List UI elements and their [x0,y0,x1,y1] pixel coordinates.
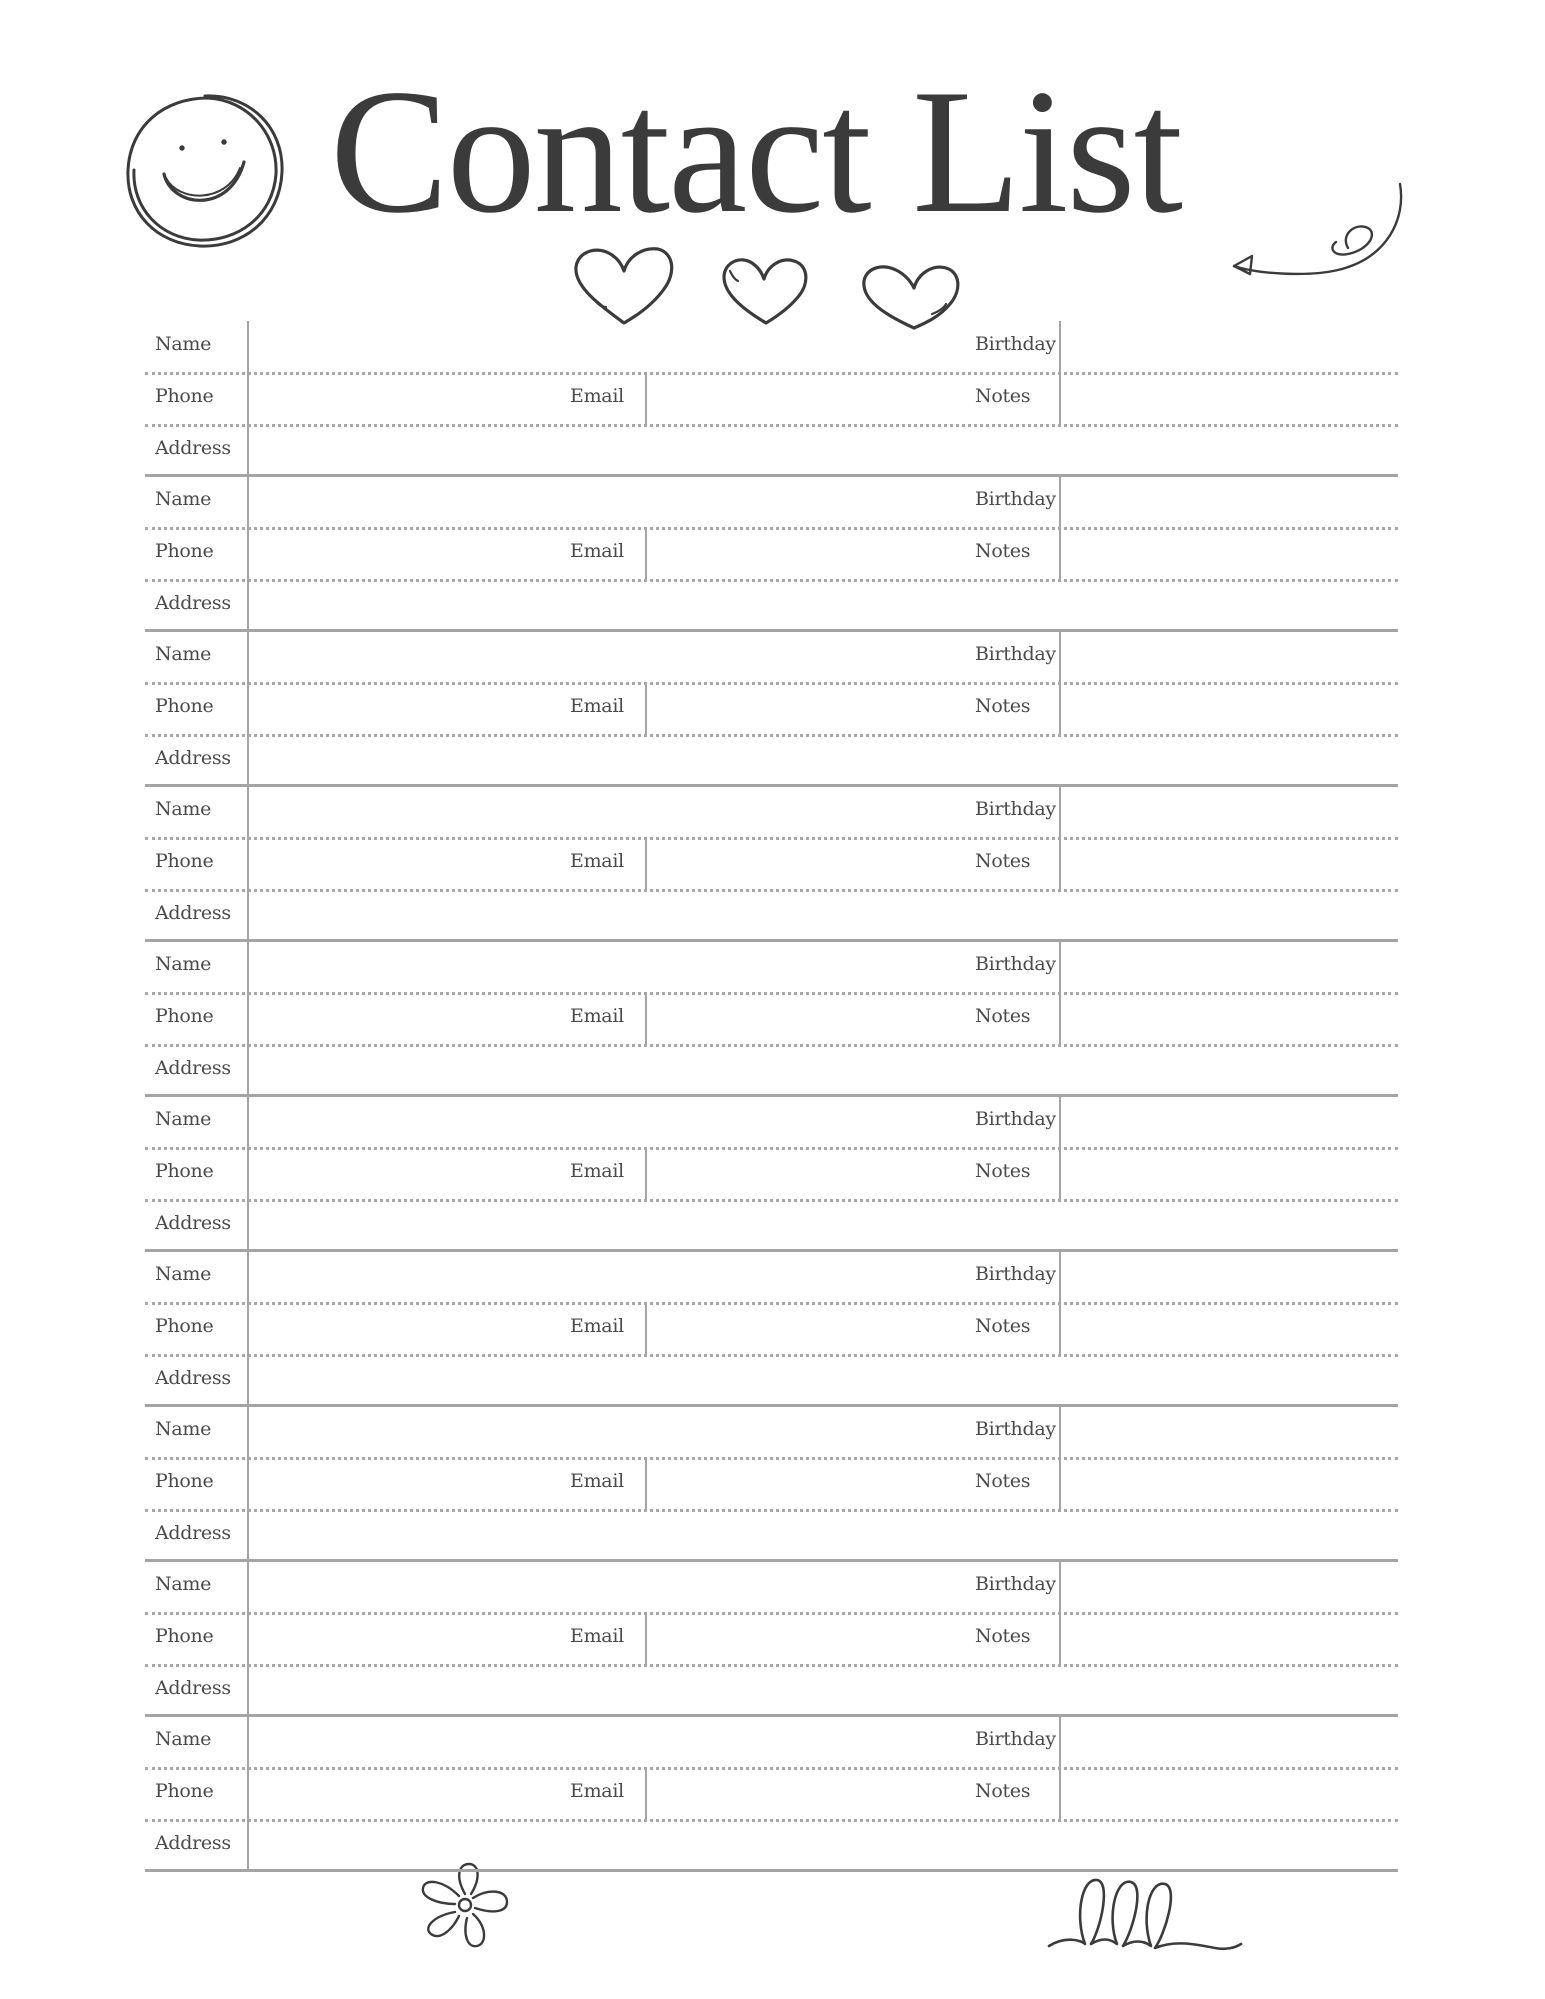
address-row [145,1355,1398,1405]
address-label: Address [155,902,231,924]
birthday-notes-divider [1059,1406,1061,1510]
birthday-notes-divider [1059,1251,1061,1355]
email-field[interactable] [648,373,958,424]
notes-label: Notes [975,1780,1031,1802]
arrow-icon [1228,178,1408,290]
name-birthday-row [145,786,1398,840]
name-birthday-row [145,1096,1398,1150]
name-birthday-row [145,1406,1398,1460]
notes-field[interactable] [1061,1148,1398,1199]
phone-label: Phone [155,540,214,562]
notes-field[interactable] [1061,1768,1398,1819]
contact-entry [145,476,1398,631]
birthday-label: Birthday [975,798,1056,820]
contact-entry [145,321,1398,476]
email-divider [645,1613,647,1665]
name-label: Name [155,953,212,975]
address-row [145,1820,1398,1870]
email-divider [645,993,647,1045]
phone-field[interactable] [249,1303,549,1354]
phone-label: Phone [155,1625,214,1647]
name-field[interactable] [249,941,1059,992]
address-field[interactable] [249,1820,1398,1870]
address-label: Address [155,1832,231,1854]
label-divider [247,476,249,629]
birthday-label: Birthday [975,1108,1056,1130]
email-divider [645,1148,647,1200]
phone-label: Phone [155,1005,214,1027]
label-divider [247,941,249,1094]
email-label: Email [570,1625,624,1647]
address-label: Address [155,437,231,459]
contact-entry [145,1716,1398,1871]
label-divider [247,1561,249,1714]
address-label: Address [155,592,231,614]
name-label: Name [155,1573,212,1595]
birthday-notes-divider [1059,476,1061,580]
birthday-label: Birthday [975,643,1056,665]
email-label: Email [570,1005,624,1027]
phone-field[interactable] [249,838,549,889]
name-label: Name [155,643,212,665]
address-field[interactable] [249,1665,1398,1715]
name-field[interactable] [249,1716,1059,1767]
flower-icon [415,1860,515,1952]
notes-label: Notes [975,1005,1031,1027]
email-label: Email [570,1160,624,1182]
address-label: Address [155,1367,231,1389]
address-label: Address [155,1522,231,1544]
phone-label: Phone [155,1780,214,1802]
name-field[interactable] [249,1406,1059,1457]
birthday-label: Birthday [975,1263,1056,1285]
email-field[interactable] [648,993,958,1044]
notes-label: Notes [975,1315,1031,1337]
birthday-field[interactable] [1061,476,1398,527]
name-label: Name [155,1728,212,1750]
phone-label: Phone [155,850,214,872]
name-birthday-row [145,941,1398,995]
birthday-field[interactable] [1061,1406,1398,1457]
email-field[interactable] [648,1458,958,1509]
address-row [145,1665,1398,1715]
birthday-notes-divider [1059,321,1061,425]
email-divider [645,1768,647,1820]
address-field[interactable] [249,425,1398,475]
address-field[interactable] [249,735,1398,785]
email-label: Email [570,1780,624,1802]
email-field[interactable] [648,838,958,889]
label-divider [247,786,249,939]
address-field[interactable] [249,890,1398,940]
label-divider [247,1251,249,1404]
contact-entry [145,1251,1398,1406]
name-birthday-row [145,1251,1398,1305]
notes-field[interactable] [1061,683,1398,734]
birthday-notes-divider [1059,631,1061,735]
phone-email-notes-row [145,1613,1398,1667]
contact-entry [145,1406,1398,1561]
email-field[interactable] [648,1148,958,1199]
loops-icon [1045,1868,1245,1954]
address-label: Address [155,1057,231,1079]
address-field[interactable] [249,1355,1398,1405]
birthday-field[interactable] [1061,321,1398,372]
label-divider [247,1096,249,1249]
notes-label: Notes [975,540,1031,562]
notes-field[interactable] [1061,1303,1398,1354]
email-divider [645,1303,647,1355]
birthday-label: Birthday [975,333,1056,355]
phone-email-notes-row [145,838,1398,892]
label-divider [247,1716,249,1869]
birthday-field[interactable] [1061,786,1398,837]
name-field[interactable] [249,321,1059,372]
page-title: Contact List [330,52,1182,250]
contact-entry [145,786,1398,941]
email-field[interactable] [648,1303,958,1354]
phone-label: Phone [155,1160,214,1182]
phone-label: Phone [155,385,214,407]
birthday-field[interactable] [1061,1096,1398,1147]
contact-entry [145,1096,1398,1251]
address-label: Address [155,747,231,769]
phone-field[interactable] [249,528,549,579]
address-row [145,580,1398,630]
notes-label: Notes [975,1160,1031,1182]
phone-email-notes-row [145,993,1398,1047]
notes-label: Notes [975,850,1031,872]
phone-label: Phone [155,1470,214,1492]
email-field[interactable] [648,1768,958,1819]
name-birthday-row [145,631,1398,685]
address-label: Address [155,1212,231,1234]
address-row [145,425,1398,475]
phone-email-notes-row [145,373,1398,427]
email-label: Email [570,695,624,717]
name-birthday-row [145,476,1398,530]
email-divider [645,373,647,425]
notes-field[interactable] [1061,1613,1398,1664]
birthday-field[interactable] [1061,1251,1398,1302]
address-row [145,1200,1398,1250]
contact-entry [145,631,1398,786]
contact-form [145,321,1398,1871]
phone-email-notes-row [145,1458,1398,1512]
email-field[interactable] [648,1613,958,1664]
email-divider [645,683,647,735]
notes-label: Notes [975,1470,1031,1492]
address-field[interactable] [249,1045,1398,1095]
phone-email-notes-row [145,1768,1398,1822]
address-row [145,1045,1398,1095]
phone-email-notes-row [145,683,1398,737]
birthday-notes-divider [1059,1096,1061,1200]
email-divider [645,838,647,890]
email-label: Email [570,1470,624,1492]
heart-icon [720,255,810,327]
email-divider [645,1458,647,1510]
email-label: Email [570,850,624,872]
notes-field[interactable] [1061,838,1398,889]
name-birthday-row [145,1561,1398,1615]
birthday-label: Birthday [975,1418,1056,1440]
birthday-label: Birthday [975,953,1056,975]
phone-label: Phone [155,1315,214,1337]
email-field[interactable] [648,528,958,579]
email-label: Email [570,1315,624,1337]
birthday-field[interactable] [1061,941,1398,992]
birthday-notes-divider [1059,1561,1061,1665]
heart-icon [572,245,678,327]
phone-field[interactable] [249,683,549,734]
name-label: Name [155,798,212,820]
notes-label: Notes [975,695,1031,717]
address-row [145,1510,1398,1560]
birthday-field[interactable] [1061,1716,1398,1767]
birthday-notes-divider [1059,1716,1061,1820]
phone-field[interactable] [249,1613,549,1664]
phone-email-notes-row [145,528,1398,582]
label-divider [247,631,249,784]
phone-field[interactable] [249,993,549,1044]
name-field[interactable] [249,631,1059,682]
name-label: Name [155,488,212,510]
notes-field[interactable] [1061,373,1398,424]
birthday-field[interactable] [1061,631,1398,682]
name-label: Name [155,1108,212,1130]
label-divider [247,321,249,474]
email-label: Email [570,540,624,562]
contact-entry [145,941,1398,1096]
name-label: Name [155,1263,212,1285]
name-birthday-row [145,321,1398,375]
phone-email-notes-row [145,1303,1398,1357]
birthday-label: Birthday [975,1728,1056,1750]
notes-field[interactable] [1061,1458,1398,1509]
notes-field[interactable] [1061,993,1398,1044]
phone-field[interactable] [249,373,549,424]
birthday-notes-divider [1059,941,1061,1045]
address-row [145,735,1398,785]
notes-label: Notes [975,385,1031,407]
email-label: Email [570,385,624,407]
address-field[interactable] [249,580,1398,630]
name-birthday-row [145,1716,1398,1770]
address-label: Address [155,1677,231,1699]
birthday-label: Birthday [975,488,1056,510]
birthday-field[interactable] [1061,1561,1398,1612]
phone-field[interactable] [249,1148,549,1199]
label-divider [247,1406,249,1559]
phone-field[interactable] [249,1458,549,1509]
smiley-icon [120,90,290,255]
phone-email-notes-row [145,1148,1398,1202]
address-field[interactable] [249,1510,1398,1560]
name-field[interactable] [249,786,1059,837]
notes-field[interactable] [1061,528,1398,579]
notes-label: Notes [975,1625,1031,1647]
name-field[interactable] [249,1251,1059,1302]
contact-entry [145,1561,1398,1716]
phone-field[interactable] [249,1768,549,1819]
address-row [145,890,1398,940]
phone-label: Phone [155,695,214,717]
birthday-label: Birthday [975,1573,1056,1595]
email-divider [645,528,647,580]
birthday-notes-divider [1059,786,1061,890]
name-field[interactable] [249,476,1059,527]
name-field[interactable] [249,1561,1059,1612]
name-label: Name [155,1418,212,1440]
name-label: Name [155,333,212,355]
email-field[interactable] [648,683,958,734]
name-field[interactable] [249,1096,1059,1147]
address-field[interactable] [249,1200,1398,1250]
